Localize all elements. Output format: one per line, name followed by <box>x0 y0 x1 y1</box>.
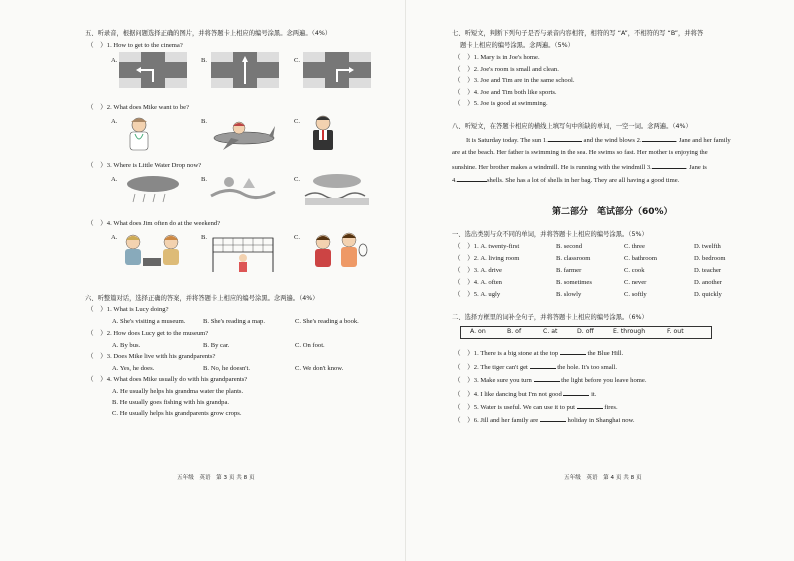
crossroad-image-c[interactable] <box>303 52 371 88</box>
river-image[interactable] <box>209 174 277 210</box>
s6-q4-option-b[interactable]: B. He usually goes fishing with his grandpa. <box>112 399 230 406</box>
w2-b[interactable]: B. classroom <box>556 255 591 262</box>
w1-b[interactable]: B. second <box>556 243 583 250</box>
s5-q3-label-c: C. <box>294 176 301 183</box>
section1-title: 一、选出类别与众不同的单词，并将答题卡上相应的编号涂黑。（5%） <box>452 231 648 238</box>
s2-item-2: （ ）2. The tiger can't get the hole. It's too small. <box>454 364 617 371</box>
pilot-plane-image[interactable] <box>209 118 279 154</box>
s6-q2-option-b[interactable]: B. By car. <box>203 342 230 349</box>
word-bank-b: B. of <box>507 328 522 335</box>
s6-q4-option-a[interactable]: A. He usually helps his grandma water the plants. <box>112 388 244 395</box>
s7-item-4: （ ）4. Joe and Tim both like sports. <box>454 89 557 96</box>
s2-blank-5[interactable] <box>577 402 603 409</box>
s8-line4: 4. shells. She has a lot of shells in her bag. They are all having a good time. <box>452 177 680 184</box>
left-page-footer: 五年级 英语 第 3 页 共 8 页 <box>177 475 255 481</box>
w1-c[interactable]: C. three <box>624 243 645 250</box>
s6-q1-option-b[interactable]: B. She's reading a map. <box>203 318 265 325</box>
blank-1[interactable] <box>548 135 582 142</box>
s6-q3: （ ）3. Does Mike live with his grandparents? <box>87 353 216 360</box>
w3-a[interactable]: （ ）3. A. drive <box>454 267 502 274</box>
doctor-image[interactable] <box>119 116 159 152</box>
section6-title: 六、听整篇对话，选择正确的答案，并将答题卡上相应的编号涂黑。念两遍。（4%） <box>85 295 319 302</box>
s5-q4-label-a: A. <box>111 234 118 241</box>
w4-d[interactable]: D. another <box>694 279 722 286</box>
section7-title: 七、听短文，判断下列句子是否与录音内容相符，相符的写 “A”，不相符的写 “B”，并将答 <box>452 30 704 37</box>
w2-c[interactable]: C. bathroom <box>624 255 657 262</box>
w4-b[interactable]: B. sometimes <box>556 279 592 286</box>
word-bank-a: A. on <box>470 328 486 335</box>
s7-item-5: （ ）5. Joe is good at swimming. <box>454 100 548 107</box>
page-fold <box>405 0 406 561</box>
s2-blank-3[interactable] <box>534 375 560 382</box>
s5-q1-label-c: C. <box>294 57 301 64</box>
part2-heading: 第二部分 笔试部分（60%） <box>552 207 673 217</box>
s5-q2-label-c: C. <box>294 118 301 125</box>
s6-q1: （ ）1. What is Lucy doing? <box>87 306 169 313</box>
section5-title: 五、听录音，根据问题选择正确的图片，并将答题卡上相应的编号涂黑。念两遍。（4%） <box>85 30 332 37</box>
w2-a[interactable]: （ ）2. A. living room <box>454 255 520 262</box>
s5-q2-label-a: A. <box>111 118 118 125</box>
s5-q4-label-b: B. <box>201 234 208 241</box>
w4-a[interactable]: （ ）4. A. often <box>454 279 502 286</box>
s8-line3: sunshine. Her brother makes a windmill. He is running with the windmill 3. . Jane is <box>452 164 707 171</box>
s8-line2: are at the beach. Her father is swimming in the sea. He swims so fast. Her mother is enjoying the <box>452 149 708 156</box>
blank-3[interactable] <box>652 162 686 169</box>
s5-q3-label-b: B. <box>201 176 208 183</box>
s5-q3: （ ）3. Where is Little Water Drop now? <box>87 162 202 169</box>
s5-q1: （ ）1. How to get to the cinema? <box>87 42 183 49</box>
sea-image[interactable] <box>303 172 371 208</box>
s2-blank-4[interactable] <box>563 389 589 396</box>
s6-q3-option-a[interactable]: A. Yes, he does. <box>112 365 155 372</box>
crossroad-image-a[interactable] <box>119 52 187 88</box>
blank-4[interactable] <box>457 175 487 182</box>
playing-chess-image[interactable] <box>119 232 187 274</box>
s7-item-1: （ ）1. Mary is in Joe's home. <box>454 54 540 61</box>
word-bank-d: D. off <box>577 328 594 335</box>
w3-c[interactable]: C. cook <box>624 267 645 274</box>
section7-title-cont: 题卡上相应的编号涂黑。念两遍。（5%） <box>460 42 574 49</box>
cloud-rain-image[interactable] <box>119 174 187 210</box>
s7-item-3: （ ）3. Joe and Tim are in the same school. <box>454 77 575 84</box>
w3-d[interactable]: D. teacher <box>694 267 722 274</box>
blank-2[interactable] <box>642 135 676 142</box>
s2-blank-6[interactable] <box>540 415 566 422</box>
crossroad-image-b[interactable] <box>211 52 279 88</box>
s6-q2: （ ）2. How does Lucy get to the museum? <box>87 330 209 337</box>
w5-d[interactable]: D. quickly <box>694 291 722 298</box>
s5-q2: （ ）2. What does Mike want to be? <box>87 104 189 111</box>
teacher-image[interactable] <box>303 114 343 150</box>
s2-item-1: （ ）1. There is a big stone at the top the Blue Hill. <box>454 350 624 357</box>
section2-title: 二、选择方框里的词补全句子，并将答题卡上相应的编号涂黑。（6%） <box>452 314 648 321</box>
s8-line1: It is Saturday today. The sun 1. and the wind blows 2. . Jane and her family <box>466 137 731 144</box>
word-bank-box <box>460 326 712 339</box>
w1-d[interactable]: D. twelfth <box>694 243 721 250</box>
s5-q4: （ ）4. What does Jim often do at the weekend? <box>87 220 221 227</box>
s2-blank-1[interactable] <box>560 348 586 355</box>
s2-blank-2[interactable] <box>530 362 556 369</box>
playing-volleyball-image[interactable] <box>209 232 277 274</box>
s6-q3-option-b[interactable]: B. No, he doesn't. <box>203 365 250 372</box>
s6-q4-option-c[interactable]: C. He usually helps his grandparents grow crops. <box>112 410 242 417</box>
s2-item-3: （ ）3. Make sure you turn the light before you leave home. <box>454 377 647 384</box>
s6-q1-option-a[interactable]: A. She's visiting a museum. <box>112 318 186 325</box>
s5-q3-label-a: A. <box>111 176 118 183</box>
playing-badminton-image[interactable] <box>303 230 371 276</box>
section8-title: 八、听短文，在答题卡相应的横线上填写句中所缺的单词，一空一词。念两遍。（4%） <box>452 123 692 130</box>
word-bank-c: C. at <box>543 328 558 335</box>
w5-a[interactable]: （ ）5. A. ugly <box>454 291 501 298</box>
s5-q1-label-a: A. <box>111 57 118 64</box>
w5-c[interactable]: C. softly <box>624 291 647 298</box>
s5-q2-label-b: B. <box>201 118 208 125</box>
word-bank-f: F. out <box>667 328 684 335</box>
w3-b[interactable]: B. farmer <box>556 267 582 274</box>
w2-d[interactable]: D. bedroom <box>694 255 726 262</box>
s5-q1-label-b: B. <box>201 57 208 64</box>
s5-q4-label-c: C. <box>294 234 301 241</box>
word-bank-e: E. through <box>613 328 646 335</box>
s2-item-4: （ ）4. I like dancing but I'm not good it. <box>454 391 597 398</box>
s6-q4: （ ）4. What does Mike usually do with his grandparents? <box>87 376 248 383</box>
s2-item-5: （ ）5. Water is useful. We can use it to put fires. <box>454 404 618 411</box>
s2-item-6: （ ）6. Jill and her family are holiday in Shanghai now. <box>454 417 635 424</box>
w1-a[interactable]: （ ）1. A. twenty-first <box>454 243 520 250</box>
w5-b[interactable]: B. slowly <box>556 291 582 298</box>
right-page-footer: 五年级 英语 第 4 页 共 8 页 <box>564 475 642 481</box>
s6-q1-option-c[interactable]: C. She's reading a book. <box>295 318 359 325</box>
s7-item-2: （ ）2. Joe's room is small and clean. <box>454 66 559 73</box>
s6-q2-option-a[interactable]: A. By bus. <box>112 342 141 349</box>
w4-c[interactable]: C. never <box>624 279 647 286</box>
s6-q3-option-c[interactable]: C. We don't know. <box>295 365 344 372</box>
s6-q2-option-c[interactable]: C. On foot. <box>295 342 325 349</box>
